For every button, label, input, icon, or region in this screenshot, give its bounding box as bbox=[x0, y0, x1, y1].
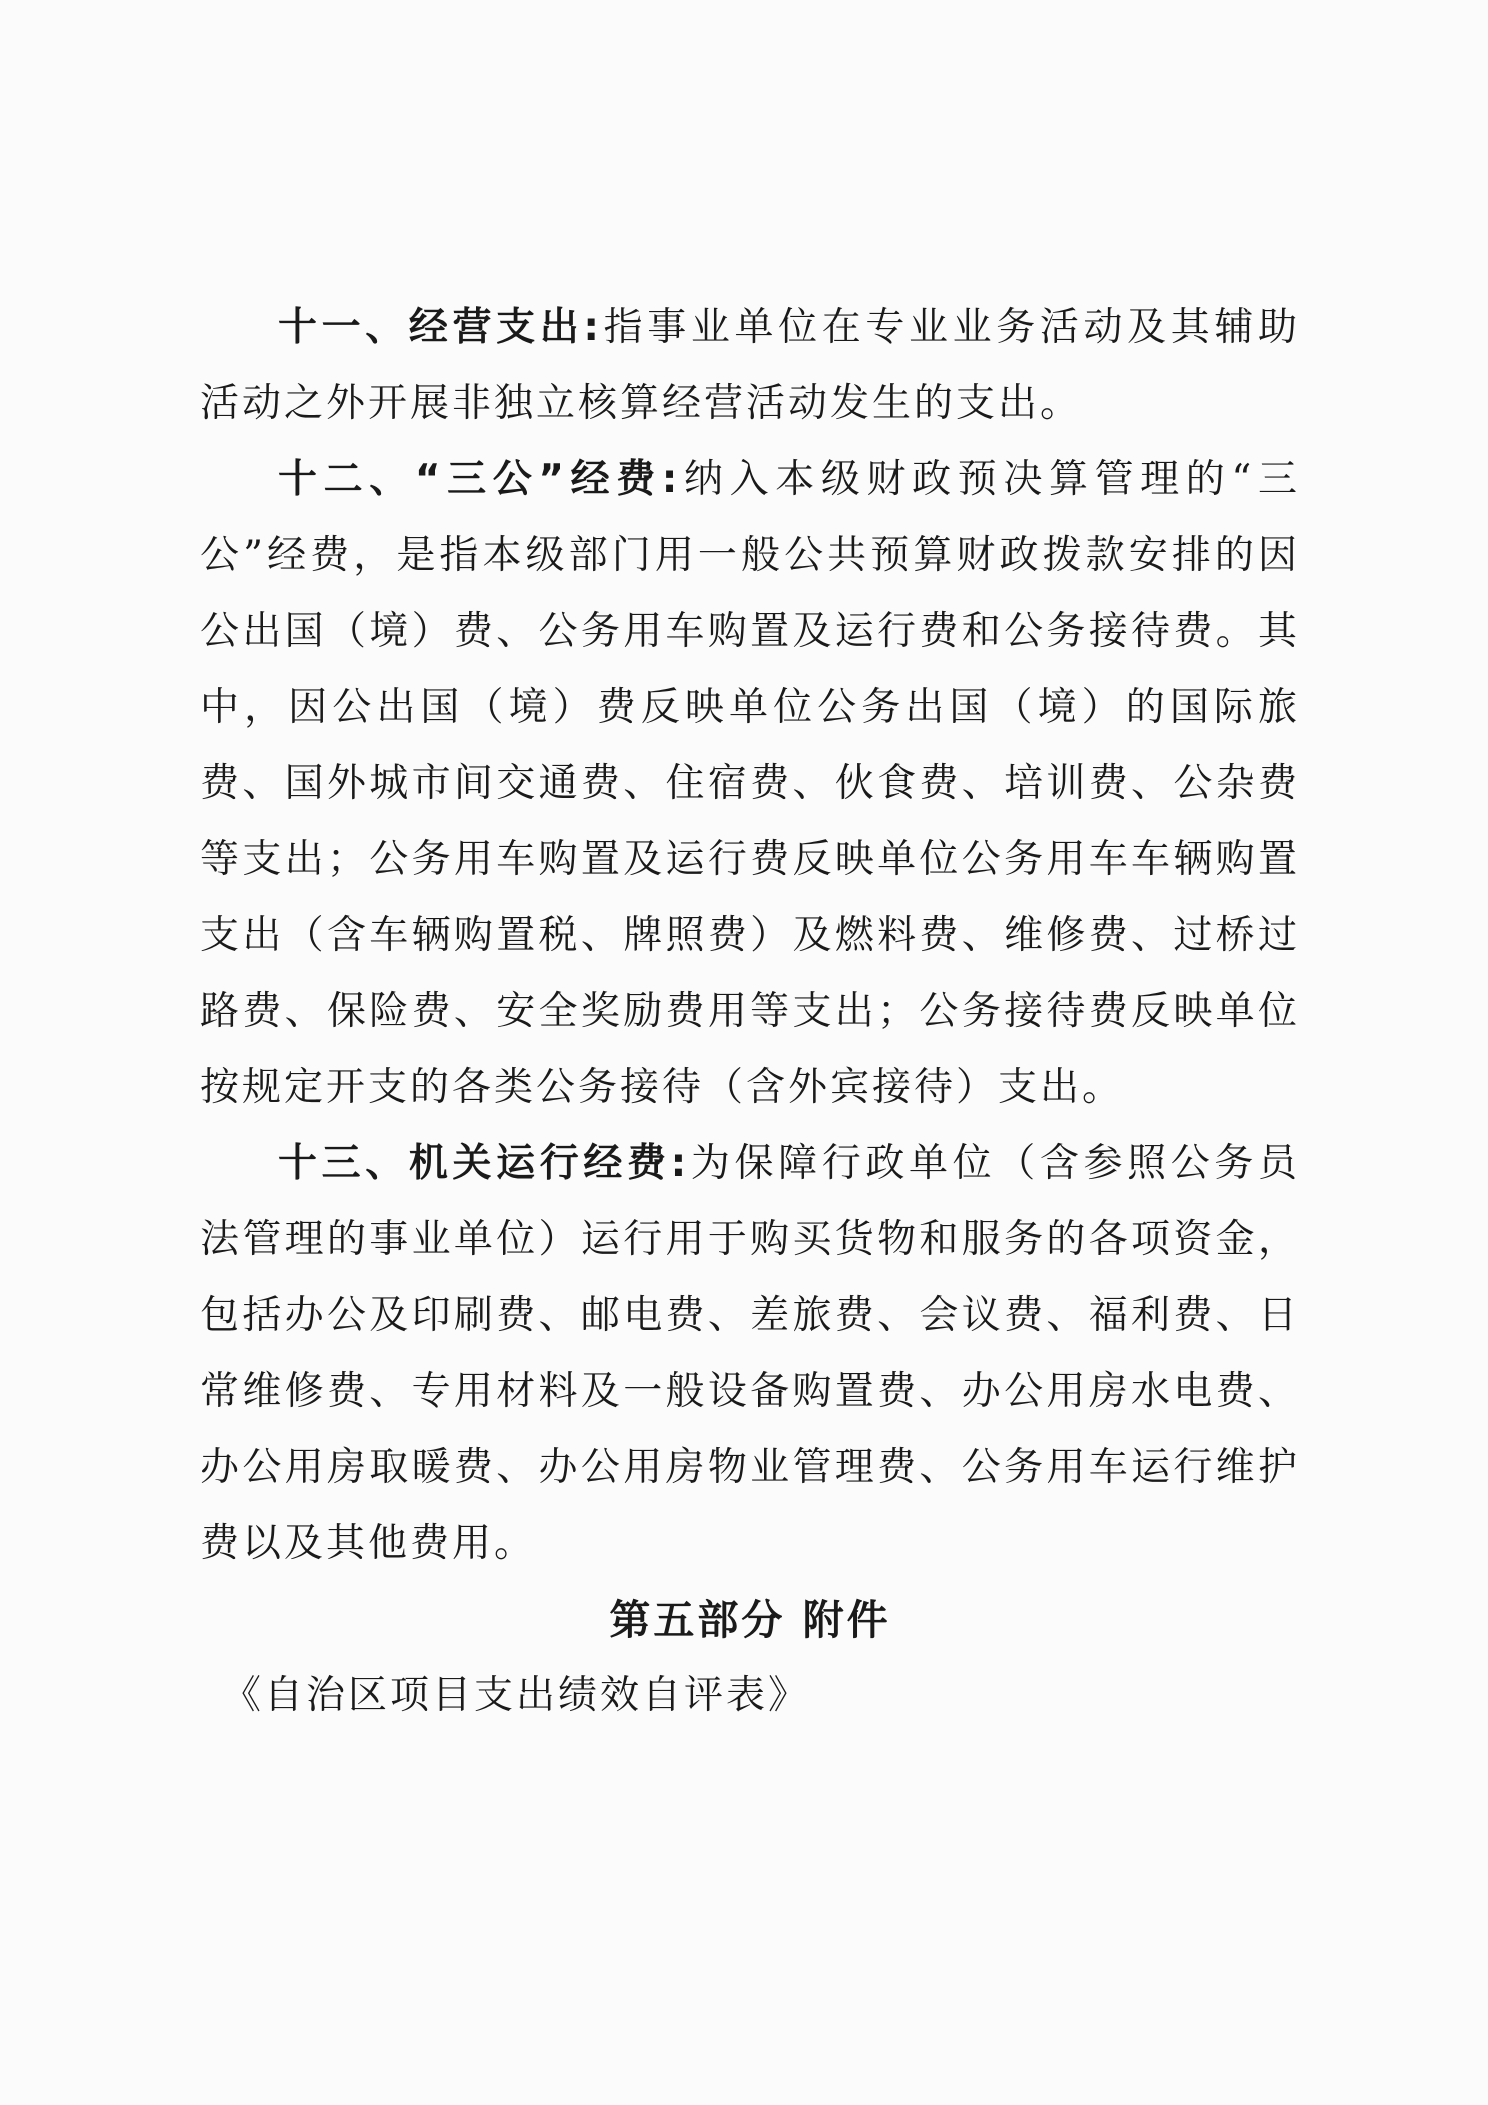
term-definition: 为保障行政单位（含参照公务员法管理的事业单位）运行用于购买货物和服务的各项资金，包括办公及印刷费、邮电费、差旅费、会议费、福利费、日常维修费、专用材料及一般设备购置费、办公用房水电费、办公用房取暖费、办公用房物业管理费、公务用车运行维护费以及其他费用。 bbox=[200, 1141, 1300, 1566]
document-content bbox=[200, 290, 1300, 1734]
attachment-item: 《自治区项目支出绩效自评表》 bbox=[222, 1673, 811, 1718]
term-label: 十一、经营支出: bbox=[278, 305, 602, 350]
term-definition: 纳入本级财政预决算管理的“三公”经费，是指本级部门用一般公共预算财政拨款安排的因公出国（境）费、公务用车购置及运行费和公务接待费。其中，因公出国（境）费反映单位公务出国（境）的国际旅费、国外城市间交通费、住宿费、伙食费、培训费、公杂费等支出；公务用车购置及运行费反映单位公务用车车辆购置支出（含车辆购置税、牌照费）及燃料费、维修费、过桥过路费、保险费、安全奖励费用等支出；公务接待费反映单位按规定开支的各类公务接待（含外宾接待）支出。 bbox=[200, 457, 1300, 1110]
definition-three-public-expenses bbox=[200, 442, 1300, 1126]
term-label: 十二、“三公”经费: bbox=[278, 457, 681, 502]
part-five-title: 第五部分 附件 bbox=[609, 1596, 891, 1644]
term-label: 十三、机关运行经费: bbox=[278, 1141, 690, 1186]
definition-business-expenditure bbox=[200, 290, 1300, 442]
term-definition: 指事业单位在专业业务活动及其辅助活动之外开展非独立核算经营活动发生的支出。 bbox=[200, 305, 1300, 426]
definition-agency-operating-expenses bbox=[200, 1126, 1300, 1582]
